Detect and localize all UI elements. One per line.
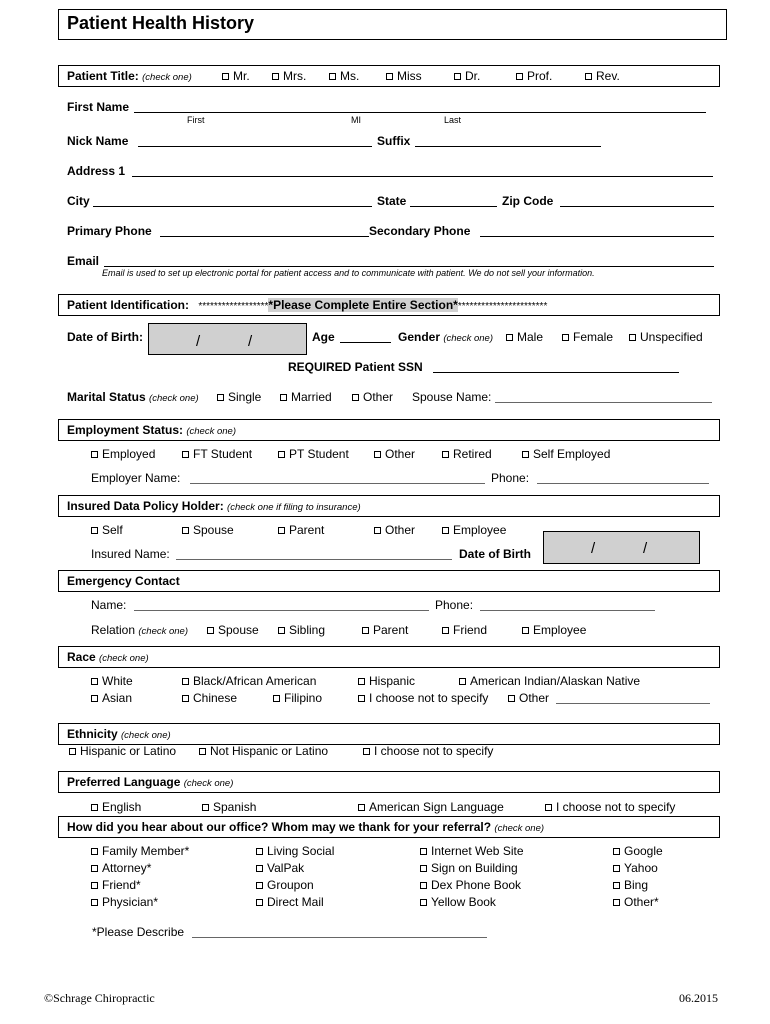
footer-copyright: ©Schrage Chiropractic <box>44 991 155 1005</box>
referral-option-yellow-book[interactable]: Yellow Book <box>420 895 496 909</box>
race-option-american-indian[interactable]: American Indian/Alaskan Native <box>459 674 640 688</box>
patient-title-label: Patient Title: <box>67 69 139 83</box>
email-note: Email is used to set up electronic portal for patient access and to communicate with patient. We do not sell your information. <box>102 268 595 278</box>
spouse-name-label: Spouse Name: <box>412 390 492 404</box>
suffix-field[interactable] <box>415 146 601 147</box>
footer-version: 06.2015 <box>679 991 718 1005</box>
referral-option-valpak[interactable]: ValPak <box>256 861 304 875</box>
race-option-hispanic[interactable]: Hispanic <box>358 674 415 688</box>
employment-option-ft-student[interactable]: FT Student <box>182 447 252 461</box>
dob-label: Date of Birth: <box>67 330 143 344</box>
relation-label: Relation <box>91 623 136 637</box>
referral-option-sign[interactable]: Sign on Building <box>420 861 518 875</box>
marital-hint: (check one) <box>149 393 199 404</box>
insured-name-field[interactable] <box>176 559 452 560</box>
describe-label: *Please Describe <box>92 925 185 939</box>
relation-option-spouse[interactable]: Spouse <box>207 623 259 637</box>
secondary-phone-label: Secondary Phone <box>369 224 471 238</box>
referral-option-groupon[interactable]: Groupon <box>256 878 314 892</box>
employment-option-pt-student[interactable]: PT Student <box>278 447 349 461</box>
title-option-rev[interactable]: Rev. <box>585 69 620 83</box>
describe-field[interactable] <box>192 937 487 938</box>
age-field[interactable] <box>340 342 391 343</box>
insured-option-parent[interactable]: Parent <box>278 523 324 537</box>
city-label: City <box>67 194 90 208</box>
first-name-field[interactable] <box>134 112 706 113</box>
email-label: Email <box>67 254 100 268</box>
ethnicity-option-not-specify[interactable]: I choose not to specify <box>363 744 493 758</box>
ssn-label: REQUIRED Patient SSN <box>288 360 423 374</box>
referral-option-google[interactable]: Google <box>613 844 663 858</box>
insured-row <box>67 499 361 513</box>
emergency-label: Emergency Contact <box>67 574 180 588</box>
insured-option-self[interactable]: Self <box>91 523 123 537</box>
relation-option-friend[interactable]: Friend <box>442 623 487 637</box>
employment-option-employed[interactable]: Employed <box>91 447 155 461</box>
insured-option-spouse[interactable]: Spouse <box>182 523 234 537</box>
mi-sublabel: MI <box>351 115 361 125</box>
suffix-label: Suffix <box>377 134 411 148</box>
referral-label: How did you hear about our office? Whom may we thank for your referral? <box>67 820 492 834</box>
age-label: Age <box>312 330 335 344</box>
state-label: State <box>377 194 407 208</box>
identification-row <box>67 298 547 312</box>
race-option-chinese[interactable]: Chinese <box>182 691 237 705</box>
referral-option-friend[interactable]: Friend* <box>91 878 141 892</box>
complete-section-note: *Please Complete Entire Section* <box>268 298 458 312</box>
language-option-spanish[interactable]: Spanish <box>202 800 256 814</box>
dob-field[interactable] <box>148 323 307 355</box>
referral-hint: (check one) <box>494 823 545 834</box>
marital-option-married[interactable]: Married <box>280 390 332 404</box>
race-option-black[interactable]: Black/African American <box>182 674 316 688</box>
referral-option-direct-mail[interactable]: Direct Mail <box>256 895 324 909</box>
emergency-name-field[interactable] <box>134 610 429 611</box>
referral-option-other[interactable]: Other* <box>613 895 659 909</box>
address1-label: Address 1 <box>67 164 126 178</box>
relation-hint: (check one) <box>138 626 189 637</box>
language-option-english[interactable]: English <box>91 800 141 814</box>
dob-slash-2: / <box>248 333 253 350</box>
referral-option-family-member[interactable]: Family Member* <box>91 844 189 858</box>
emergency-phone-label: Phone: <box>435 598 474 612</box>
patient-title-row <box>67 69 192 83</box>
race-option-other[interactable]: Other <box>508 691 549 705</box>
insured-dob-label: Date of Birth <box>459 547 531 561</box>
gender-option-male[interactable]: Male <box>506 330 543 344</box>
secondary-phone-field[interactable] <box>480 236 714 237</box>
employer-name-field[interactable] <box>190 483 485 484</box>
gender-row <box>398 330 493 344</box>
gender-option-female[interactable]: Female <box>562 330 613 344</box>
title-option-miss[interactable]: Miss <box>386 69 422 83</box>
referral-option-bing[interactable]: Bing <box>613 878 648 892</box>
spouse-name-field[interactable] <box>495 402 712 403</box>
insured-name-label: Insured Name: <box>91 547 170 561</box>
primary-phone-field[interactable] <box>160 236 369 237</box>
address1-field[interactable] <box>132 176 713 177</box>
employment-row <box>67 423 236 437</box>
nick-name-label: Nick Name <box>67 134 129 148</box>
insured-dob-slash-2: / <box>643 540 648 557</box>
insured-dob-slash-1: / <box>591 540 596 557</box>
ethnicity-label: Ethnicity <box>67 727 118 741</box>
gender-option-unspecified[interactable]: Unspecified <box>629 330 703 344</box>
identification-label: Patient Identification: <box>67 298 190 312</box>
ssn-field[interactable] <box>433 372 679 373</box>
referral-option-internet[interactable]: Internet Web Site <box>420 844 524 858</box>
title-option-mr[interactable]: Mr. <box>222 69 250 83</box>
ethnicity-option-not-hispanic[interactable]: Not Hispanic or Latino <box>199 744 328 758</box>
employer-phone-label: Phone: <box>491 471 530 485</box>
employment-hint: (check one) <box>186 426 236 437</box>
title-option-ms[interactable]: Ms. <box>329 69 359 83</box>
employment-label: Employment Status: <box>67 423 184 437</box>
gender-label: Gender <box>398 330 441 344</box>
relation-option-employee[interactable]: Employee <box>522 623 586 637</box>
marital-option-other[interactable]: Other <box>352 390 393 404</box>
stars-right: *********************** <box>457 301 548 312</box>
language-row <box>67 775 233 789</box>
emergency-name-label: Name: <box>91 598 127 612</box>
primary-phone-label: Primary Phone <box>67 224 152 238</box>
email-field[interactable] <box>104 266 714 267</box>
race-box <box>58 646 720 668</box>
race-option-white[interactable]: White <box>91 674 133 688</box>
nick-name-field[interactable] <box>138 146 372 147</box>
employer-phone-field[interactable] <box>537 483 709 484</box>
employment-option-retired[interactable]: Retired <box>442 447 492 461</box>
race-option-asian[interactable]: Asian <box>91 691 132 705</box>
state-field[interactable] <box>410 206 497 207</box>
ethnicity-option-hispanic[interactable]: Hispanic or Latino <box>69 744 176 758</box>
patient-title-hint: (check one) <box>142 72 192 83</box>
race-hint: (check one) <box>99 653 149 664</box>
relation-option-sibling[interactable]: Sibling <box>278 623 325 637</box>
marital-option-single[interactable]: Single <box>217 390 261 404</box>
ethnicity-hint: (check one) <box>121 730 171 741</box>
emergency-phone-field[interactable] <box>480 610 655 611</box>
marital-row <box>67 390 199 404</box>
marital-label: Marital Status <box>67 390 146 404</box>
language-label: Preferred Language <box>67 775 181 789</box>
race-label: Race <box>67 650 96 664</box>
employer-name-label: Employer Name: <box>91 471 181 485</box>
ethnicity-row <box>67 727 171 741</box>
page-title: Patient Health History <box>67 13 255 33</box>
referral-row <box>67 820 544 834</box>
relation-row <box>91 623 188 637</box>
referral-option-living-social[interactable]: Living Social <box>256 844 334 858</box>
relation-option-parent[interactable]: Parent <box>362 623 408 637</box>
insured-dob-field[interactable] <box>543 531 700 564</box>
last-sublabel: Last <box>444 115 462 125</box>
referral-option-yahoo[interactable]: Yahoo <box>613 861 658 875</box>
insured-label: Insured Data Policy Holder: <box>67 499 224 513</box>
race-row <box>67 650 149 664</box>
zip-field[interactable] <box>560 206 714 207</box>
title-option-prof[interactable]: Prof. <box>516 69 552 83</box>
employment-option-self-employed[interactable]: Self Employed <box>522 447 610 461</box>
race-option-filipino[interactable]: Filipino <box>273 691 322 705</box>
insured-option-other[interactable]: Other <box>374 523 415 537</box>
title-option-dr[interactable]: Dr. <box>454 69 480 83</box>
language-option-asl[interactable]: American Sign Language <box>358 800 504 814</box>
referral-option-physician[interactable]: Physician* <box>91 895 158 909</box>
race-option-not-specify[interactable]: I choose not to specify <box>358 691 488 705</box>
language-option-not-specify[interactable]: I choose not to specify <box>545 800 675 814</box>
language-hint: (check one) <box>183 778 234 789</box>
first-name-label: First Name <box>67 100 130 114</box>
race-other-field[interactable] <box>556 703 710 704</box>
employment-option-other[interactable]: Other <box>374 447 415 461</box>
first-sublabel: First <box>187 115 205 125</box>
title-option-mrs[interactable]: Mrs. <box>272 69 306 83</box>
stars-left: ****************** <box>198 301 269 312</box>
zip-label: Zip Code <box>502 194 554 208</box>
referral-option-attorney[interactable]: Attorney* <box>91 861 151 875</box>
city-field[interactable] <box>93 206 372 207</box>
gender-hint: (check one) <box>443 333 493 344</box>
dob-slash-1: / <box>196 333 201 350</box>
referral-option-dex[interactable]: Dex Phone Book <box>420 878 521 892</box>
insured-option-employee[interactable]: Employee <box>442 523 506 537</box>
insured-hint: (check one if filing to insurance) <box>227 502 361 513</box>
